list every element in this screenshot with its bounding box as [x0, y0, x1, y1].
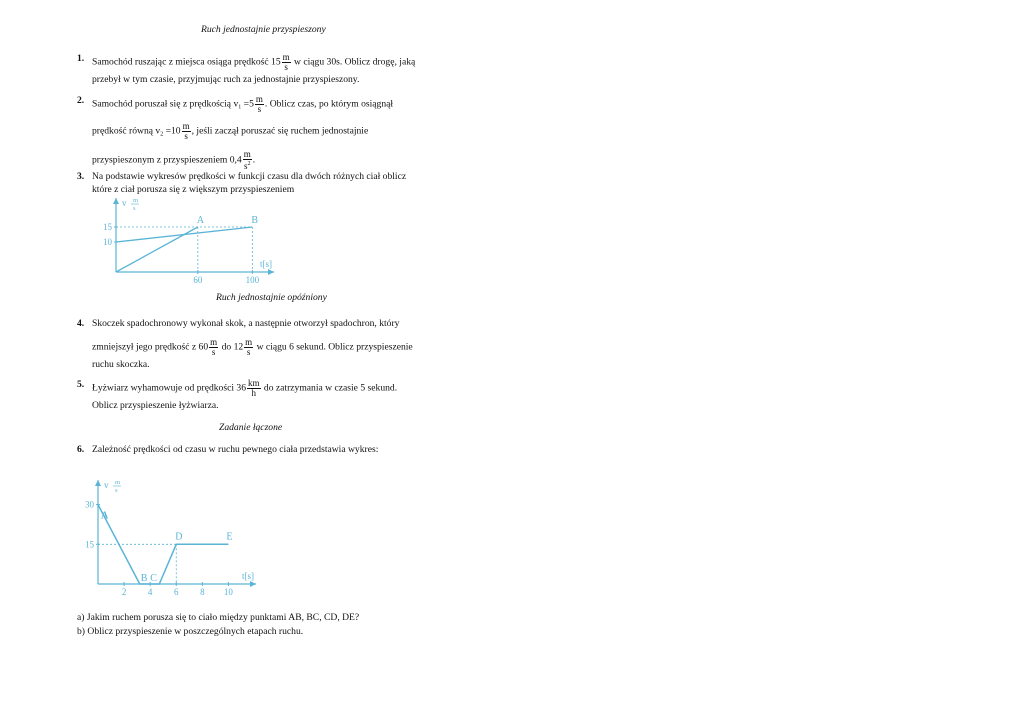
x-axis-label: t[s] — [242, 571, 254, 581]
problem-2-line-3: przyspieszonym z przyspieszeniem 0,4 $\frac{m}{s^2}$ . — [92, 149, 256, 171]
y-tick-label: 10 — [103, 237, 112, 247]
point-label-d: D — [175, 531, 183, 543]
fraction-m-s: $\frac{m}{s}$ — [182, 121, 190, 141]
series-line-b — [116, 227, 252, 242]
point-label-b: B — [251, 215, 259, 226]
problem-6-question-b: b) Oblicz przyspieszenie w poszczególnych etapach ruchu. — [77, 626, 304, 637]
section-title-decelerated: Ruch jednostajnie opóźniony — [216, 292, 327, 303]
x-tick-label: 100 — [245, 275, 260, 285]
y-axis-arrow — [95, 480, 101, 486]
fraction-km-h: $\frac{km}{h}$ — [248, 378, 260, 398]
point-label-b: B — [140, 573, 148, 584]
y-axis-label: v — [104, 480, 109, 490]
problem-3-line-2: które z ciał porusza się z większym przyspieszeniem — [92, 184, 295, 195]
problem-5-line-2: Oblicz przyspieszenie łyżwiarza. — [92, 400, 219, 411]
problem-4-line-1: Skoczek spadochronowy wykonał skok, a następnie otworzył spadochron, który — [92, 318, 400, 329]
problem-2-line-2: prędkość równą $v_2 =10$ $\frac{m}{s}$ , jeśli zaczął poruszać się ruchem jednostajnie — [92, 121, 369, 141]
problem-5-line-1: Łyżwiarz wyhamowuje od prędkości 36 $\frac{km}{h}$ do zatrzymania w czasie 5 sekund. — [92, 378, 398, 398]
problem-1-number: 1. — [77, 53, 85, 64]
velocity-chart-2 — [82, 468, 264, 600]
problem-1-text-a: Samochód ruszając z miejsca osiąga prędkość 15 — [92, 56, 281, 68]
x-tick-label: 6 — [174, 587, 179, 597]
y-axis-label: v — [122, 198, 127, 208]
y-axis-unit-numerator: m — [115, 479, 121, 486]
point-label-a: A — [196, 215, 205, 226]
fraction-m-s: $\frac{m}{s}$ — [210, 337, 218, 357]
velocity-chart-1 — [82, 196, 282, 288]
problem-2-number: 2. — [77, 95, 85, 106]
problem-1-line-1 — [92, 53, 415, 72]
section-title-combined: Zadanie łączone — [219, 422, 283, 433]
problem-2-line-1: Samochód poruszał się z prędkością $v_1 =5$ $\frac{m}{s}$ . Oblicz czas, po którym osiągnął — [92, 94, 394, 114]
y-axis-arrow — [113, 198, 119, 204]
problem-4-line-2: zmniejszył jego prędkość z 60 $\frac{m}{s}$ do 12 $\frac{m}{s}$ w ciągu 6 sekund. Oblicz przyspieszenie — [92, 337, 413, 357]
x-tick-label: 8 — [200, 587, 205, 597]
point-label-c: C — [150, 573, 157, 584]
x-tick-label: 2 — [121, 587, 127, 597]
y-tick-label: 30 — [85, 499, 94, 510]
x-axis-arrow — [268, 269, 274, 275]
y-tick-label: 15 — [103, 222, 112, 232]
fraction-m-s: $\frac{m}{s}$ — [255, 94, 263, 114]
fraction-m-s2: $\frac{m}{s^2}$ — [243, 149, 251, 171]
problem-6-question-a: a) Jakim ruchem porusza się to ciało między punktami AB, BC, CD, DE? — [77, 612, 360, 623]
y-axis-unit-denominator: s — [133, 205, 136, 212]
problem-3-number: 3. — [77, 171, 85, 182]
problem-3-line-1: Na podstawie wykresów prędkości w funkcji czasu dla dwóch różnych ciał oblicz — [92, 171, 407, 182]
problem-6-number: 6. — [77, 444, 85, 455]
point-label-a: A — [101, 510, 109, 522]
section-title-accelerated: Ruch jednostajnie przyspieszony — [201, 24, 326, 35]
y-axis-unit-numerator: m — [133, 197, 139, 204]
problem-1-line-2: przebył w tym czasie, przyjmując ruch za jednostajnie przyspieszony. — [92, 74, 360, 85]
problem-4-line-3: ruchu skoczka. — [92, 359, 150, 370]
fraction-m-s: $\frac{m}{s}$ — [282, 52, 290, 72]
point-label-e: E — [226, 531, 233, 543]
x-axis-arrow — [250, 581, 256, 587]
x-tick-label: 10 — [223, 587, 233, 597]
problem-1-text-b: w ciągu 30s. Oblicz drogę, jaką — [291, 56, 416, 68]
y-axis-unit-denominator: s — [115, 487, 118, 494]
x-tick-label: 4 — [147, 587, 153, 597]
x-tick-label: 60 — [193, 275, 203, 285]
x-axis-label: t[s] — [260, 259, 272, 269]
y-tick-label: 15 — [85, 539, 94, 550]
problem-4-number: 4. — [77, 318, 85, 329]
problem-6-line-1: Zależność prędkości od czasu w ruchu pewnego ciała przedstawia wykres: — [92, 444, 379, 455]
problem-5-number: 5. — [77, 379, 85, 390]
fraction-m-s: $\frac{m}{s}$ — [245, 337, 253, 357]
